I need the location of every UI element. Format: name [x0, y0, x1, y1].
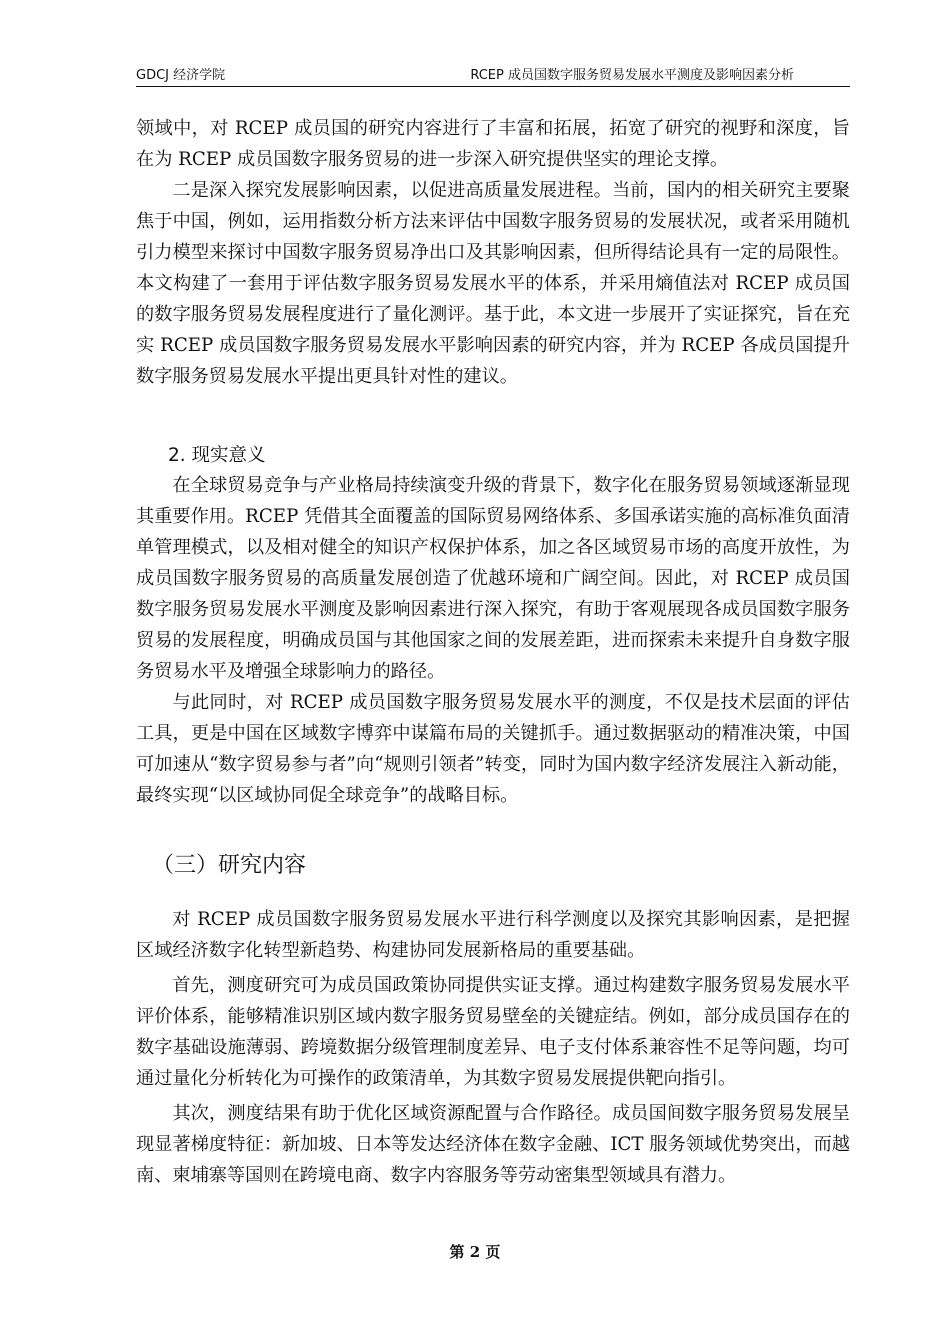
paragraph: 其次，测度结果有助于优化区域资源配置与合作路径。成员国间数字服务贸易发展呈现显著梯度特征：新加坡、日本等发达经济体在数字金融、ICT 服务领域优势突出，而越南、柬埔寨等国则在跨境电商、数字内容服务等劳动密集型领域具有潜力。	[136, 1103, 850, 1186]
paragraph-continued: 领域中，对 RCEP 成员国的研究内容进行了丰富和拓展，拓宽了研究的视野和深度，旨在为 RCEP 成员国数字服务贸易的进一步深入研究提供坚实的理论支撑。	[136, 118, 850, 170]
header-institution: GDCJ 经济学院	[136, 68, 226, 83]
page-number: 第 2 页	[449, 1243, 501, 1261]
body-block-2	[136, 470, 850, 811]
paragraph: 在全球贸易竞争与产业格局持续演变升级的背景下，数字化在服务贸易领域逐渐显现其重要作用。RCEP 凭借其全面覆盖的国际贸易网络体系、多国承诺实施的高标准负面清单管理模式，以及相对健全的知识产权保护体系，加之各区域贸易市场的高度开放性，为成员国数字服务贸易的高质量发展创造了优越环境和广阔空间。因此，对 RCEP 成员国数字服务贸易发展水平测度及影响因素进行深入探究，有助于客观展现各成员国数字服务贸易的发展程度，明确成员国与其他国家之间的发展差距，进而探索未来提升自身数字服务贸易水平及增强全球影响力的路径。	[136, 475, 850, 682]
paragraph: 首先，测度研究可为成员国政策协同提供实证支撑。通过构建数字服务贸易发展水平评价体系，能够精准识别区域内数字服务贸易壁垒的关键症结。例如，部分成员国存在的数字基础设施薄弱、跨境数据分级管理制度差异、电子支付体系兼容性不足等问题，均可通过量化分析转化为可操作的政策清单，为其数字贸易发展提供靶向指引。	[136, 975, 850, 1089]
subsection-heading-practical-significance: 2. 现实意义	[168, 445, 266, 466]
paragraph: 与此同时，对 RCEP 成员国数字服务贸易发展水平的测度，不仅是技术层面的评估工具，更是中国在区域数字博弈中谋篇布局的关键抓手。通过数据驱动的精准决策，中国可加速从“数字贸易参与者”向“规则引领者”转变，同时为国内数字经济发展注入新动能，最终实现“以区域协同促全球竞争”的战略目标。	[136, 692, 850, 806]
body-block-1	[136, 113, 850, 392]
body-block-3	[136, 904, 850, 1191]
paragraph: 二是深入探究发展影响因素，以促进高质量发展进程。当前，国内的相关研究主要聚焦于中国，例如，运用指数分析方法来评估中国数字服务贸易的发展状况，或者采用随机引力模型来探讨中国数字服务贸易净出口及其影响因素，但所得结论具有一定的局限性。本文构建了一套用于评估数字服务贸易发展水平的体系，并采用熵值法对 RCEP 成员国的数字服务贸易发展程度进行了量化测评。基于此，本文进一步展开了实证探究，旨在充实 RCEP 成员国数字服务贸易发展水平影响因素的研究内容，并为 RCEP 各成员国提升数字服务贸易发展水平提出更具针对性的建议。	[136, 180, 850, 387]
header-paper-title: RCEP 成员国数字服务贸易发展水平测度及影响因素分析	[470, 68, 794, 83]
section-heading-research-content: （三）研究内容	[152, 853, 307, 878]
paragraph: 对 RCEP 成员国数字服务贸易发展水平进行科学测度以及探究其影响因素，是把握区域经济数字化转型新趋势、构建协同发展新格局的重要基础。	[136, 909, 850, 961]
running-header	[136, 66, 850, 87]
